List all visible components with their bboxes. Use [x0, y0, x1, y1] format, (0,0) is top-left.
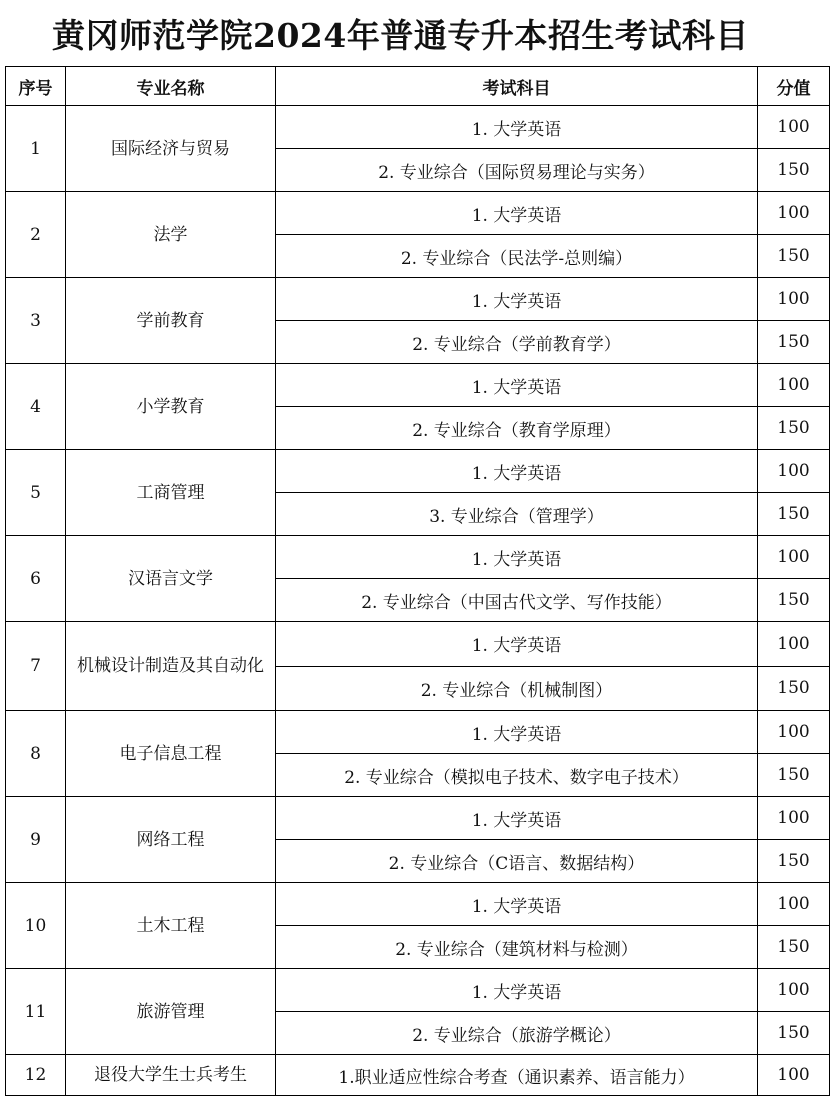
exam-subject: 2. 专业综合（机械制图）: [276, 666, 758, 711]
row-number: 1: [6, 106, 66, 192]
table-body: [6, 106, 830, 1096]
exam-subject: 3. 专业综合（管理学）: [276, 493, 758, 536]
score-value: 100: [758, 192, 830, 235]
exam-subject: 2. 专业综合（学前教育学）: [276, 321, 758, 364]
row-number: 9: [6, 797, 66, 883]
page-title: 黄冈师范学院2024年普通专升本招生考试科目: [52, 16, 749, 55]
row-number: 8: [6, 711, 66, 797]
exam-subject: 1. 大学英语: [276, 711, 758, 754]
score-value: 100: [758, 1055, 830, 1096]
score-value: 150: [758, 666, 830, 711]
exam-subject: 1. 大学英语: [276, 450, 758, 493]
score-value: 150: [758, 407, 830, 450]
score-value: 150: [758, 235, 830, 278]
score-value: 150: [758, 149, 830, 192]
table-row: [6, 797, 830, 840]
exam-subject: 1. 大学英语: [276, 622, 758, 667]
table-row: [6, 1055, 830, 1096]
major-name: 法学: [66, 192, 276, 278]
score-value: 100: [758, 711, 830, 754]
score-value: 150: [758, 926, 830, 969]
exam-subject: 1. 大学英语: [276, 883, 758, 926]
exam-subject: 2. 专业综合（教育学原理）: [276, 407, 758, 450]
exam-subject: 1. 大学英语: [276, 536, 758, 579]
exam-subject: 2. 专业综合（中国古代文学、写作技能）: [276, 579, 758, 622]
score-value: 100: [758, 883, 830, 926]
header-no: 序号: [6, 67, 66, 106]
score-value: 100: [758, 106, 830, 149]
table-row: [6, 364, 830, 407]
major-name: 汉语言文学: [66, 536, 276, 622]
major-name: 国际经济与贸易: [66, 106, 276, 192]
exam-subject: 2. 专业综合（模拟电子技术、数字电子技术）: [276, 754, 758, 797]
table-row: [6, 450, 830, 493]
score-value: 100: [758, 364, 830, 407]
row-number: 11: [6, 969, 66, 1055]
exam-subject: 1. 大学英语: [276, 969, 758, 1012]
row-number: 4: [6, 364, 66, 450]
header-subjects: 考试科目: [276, 67, 758, 106]
major-name: 网络工程: [66, 797, 276, 883]
exam-subject: 2. 专业综合（建筑材料与检测）: [276, 926, 758, 969]
exam-subject: 1.职业适应性综合考查（通识素养、语言能力）: [276, 1055, 758, 1096]
score-value: 100: [758, 797, 830, 840]
table-row: [6, 106, 830, 149]
table-row: [6, 536, 830, 579]
exam-subject: 2. 专业综合（旅游学概论）: [276, 1012, 758, 1055]
score-value: 100: [758, 969, 830, 1012]
exam-subject: 2. 专业综合（C语言、数据结构）: [276, 840, 758, 883]
exam-subject: 2. 专业综合（国际贸易理论与实务）: [276, 149, 758, 192]
score-value: 100: [758, 278, 830, 321]
row-number: 3: [6, 278, 66, 364]
table-row: [6, 278, 830, 321]
row-number: 6: [6, 536, 66, 622]
exam-subject: 1. 大学英语: [276, 364, 758, 407]
major-name: 电子信息工程: [66, 711, 276, 797]
score-value: 150: [758, 493, 830, 536]
score-value: 100: [758, 536, 830, 579]
score-value: 100: [758, 622, 830, 667]
score-value: 100: [758, 450, 830, 493]
exam-subjects-table: [5, 66, 830, 1096]
exam-subject: 1. 大学英语: [276, 278, 758, 321]
score-value: 150: [758, 754, 830, 797]
row-number: 5: [6, 450, 66, 536]
header-score: 分值: [758, 67, 830, 106]
table-row: [6, 622, 830, 667]
row-number: 7: [6, 622, 66, 711]
major-name: 旅游管理: [66, 969, 276, 1055]
row-number: 10: [6, 883, 66, 969]
major-name: 退役大学生士兵考生: [66, 1055, 276, 1096]
score-value: 150: [758, 840, 830, 883]
score-value: 150: [758, 321, 830, 364]
table-header-row: [6, 67, 830, 106]
table-row: [6, 192, 830, 235]
table-row: [6, 883, 830, 926]
header-major: 专业名称: [66, 67, 276, 106]
major-name: 学前教育: [66, 278, 276, 364]
exam-subject: 2. 专业综合（民法学-总则编）: [276, 235, 758, 278]
score-value: 150: [758, 579, 830, 622]
major-name: 土木工程: [66, 883, 276, 969]
row-number: 2: [6, 192, 66, 278]
major-name: 小学教育: [66, 364, 276, 450]
exam-subject: 1. 大学英语: [276, 797, 758, 840]
table-row: [6, 711, 830, 754]
table-row: [6, 969, 830, 1012]
exam-subject: 1. 大学英语: [276, 106, 758, 149]
major-name: 机械设计制造及其自动化: [66, 622, 276, 711]
exam-subject: 1. 大学英语: [276, 192, 758, 235]
row-number: 12: [6, 1055, 66, 1096]
major-name: 工商管理: [66, 450, 276, 536]
score-value: 150: [758, 1012, 830, 1055]
